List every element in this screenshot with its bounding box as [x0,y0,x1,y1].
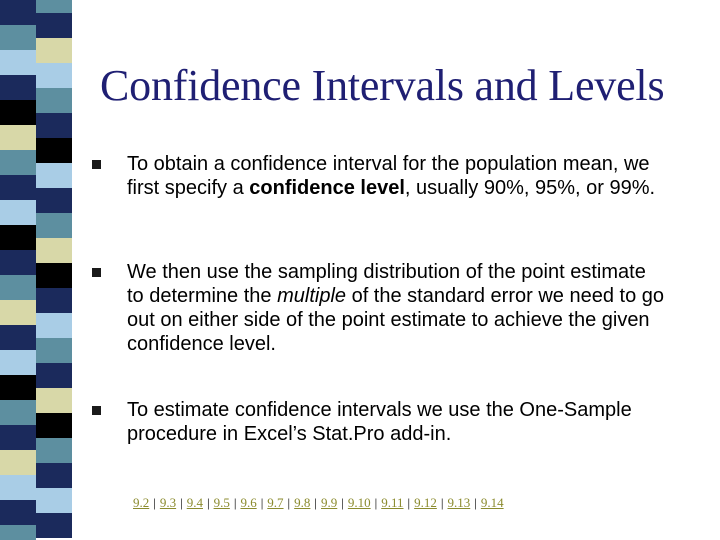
strip-block [0,200,36,225]
bullet-text-bold-run: confidence level [249,177,405,199]
bullet-text [127,398,667,446]
nav-separator: | [287,495,291,510]
strip-block [0,0,36,25]
nav-link-9-3[interactable]: 9.3 [159,495,177,510]
nav-link-9-8[interactable]: 9.8 [294,495,311,510]
nav-separator: | [407,495,411,510]
strip-block [0,125,36,150]
strip-block [0,425,36,450]
strip-block [0,350,36,375]
nav-link-9-12[interactable]: 9.12 [414,495,437,510]
nav-separator: | [153,495,156,510]
strip-block [36,488,72,513]
strip-block [36,438,72,463]
strip-block [36,163,72,188]
strip-block [0,75,36,100]
strip-block [0,500,36,525]
bullet-item [92,152,682,232]
nav-separator: | [206,495,210,510]
strip-block [0,250,36,275]
strip-block [0,325,36,350]
strip-block [36,338,72,363]
strip-block [0,525,36,540]
nav-link-9-6[interactable]: 9.6 [240,495,257,510]
strip-block [36,388,72,413]
strip-block [36,138,72,163]
nav-link-9-9[interactable]: 9.9 [321,495,338,510]
strip-block [0,150,36,175]
bullet-item [92,398,682,454]
bullet-text-run: We then use the sampling distribution of the point estimate to determine the [127,261,646,307]
nav-link-9-11[interactable]: 9.11 [381,495,404,510]
bullet-text [127,260,667,356]
strip-block [0,100,36,125]
nav-link-9-13[interactable]: 9.13 [447,495,471,510]
strip-block [0,25,36,50]
nav-separator: | [474,495,477,510]
square-bullet-icon [92,160,101,169]
nav-separator: | [314,495,318,510]
decorative-side-strip [0,0,72,540]
strip-block [0,225,36,250]
strip-block [36,213,72,238]
strip-block [36,113,72,138]
strip-block [36,288,72,313]
strip-block [36,88,72,113]
strip-block [36,0,72,13]
nav-link-9-10[interactable]: 9.10 [347,495,371,510]
strip-column-right [36,0,72,540]
strip-block [36,513,72,538]
strip-block [36,263,72,288]
bullet-text-run: To estimate confidence intervals we use the One-Sample procedure in Excel’s Stat.Pro add-in. [127,399,632,445]
square-bullet-icon [92,268,101,277]
slide-title: Confidence Intervals and Levels [100,61,665,110]
strip-block [36,38,72,63]
bullet-text-italic-run: multiple [277,285,347,307]
strip-block [0,475,36,500]
bullet-item [92,260,682,370]
strip-block [0,275,36,300]
strip-block [0,375,36,400]
strip-block [36,188,72,213]
nav-separator: | [341,495,344,510]
slide-navigation [133,495,504,511]
strip-block [0,300,36,325]
strip-block [0,400,36,425]
nav-separator: | [260,495,264,510]
nav-separator: | [440,495,444,510]
nav-separator: | [374,495,378,510]
strip-block [36,63,72,88]
strip-block [36,238,72,263]
strip-block [0,450,36,475]
nav-link-9-4[interactable]: 9.4 [186,495,203,510]
strip-block [0,175,36,200]
strip-block [36,413,72,438]
strip-block [36,363,72,388]
bullet-text-run: To obtain a confidence interval for the population mean, we first specify a [127,153,650,199]
strip-block [36,313,72,338]
bullet-text-run: of the standard error we need to go out on either side of the point estimate to achieve the given confidence level. [127,285,664,355]
nav-link-9-2[interactable]: 9.2 [133,495,150,510]
strip-block [0,50,36,75]
title-divider [100,122,680,123]
nav-link-9-5[interactable]: 9.5 [213,495,230,510]
square-bullet-icon [92,406,101,415]
nav-separator: | [233,495,237,510]
bullet-text-run: , usually 90%, 95%, or 99%. [404,177,656,199]
nav-link-9-7[interactable]: 9.7 [267,495,284,510]
nav-link-9-14[interactable]: 9.14 [480,495,504,510]
strip-block [36,463,72,488]
bullet-text [127,152,667,200]
nav-separator: | [180,495,183,510]
strip-column-left [0,0,36,540]
strip-block [36,13,72,38]
